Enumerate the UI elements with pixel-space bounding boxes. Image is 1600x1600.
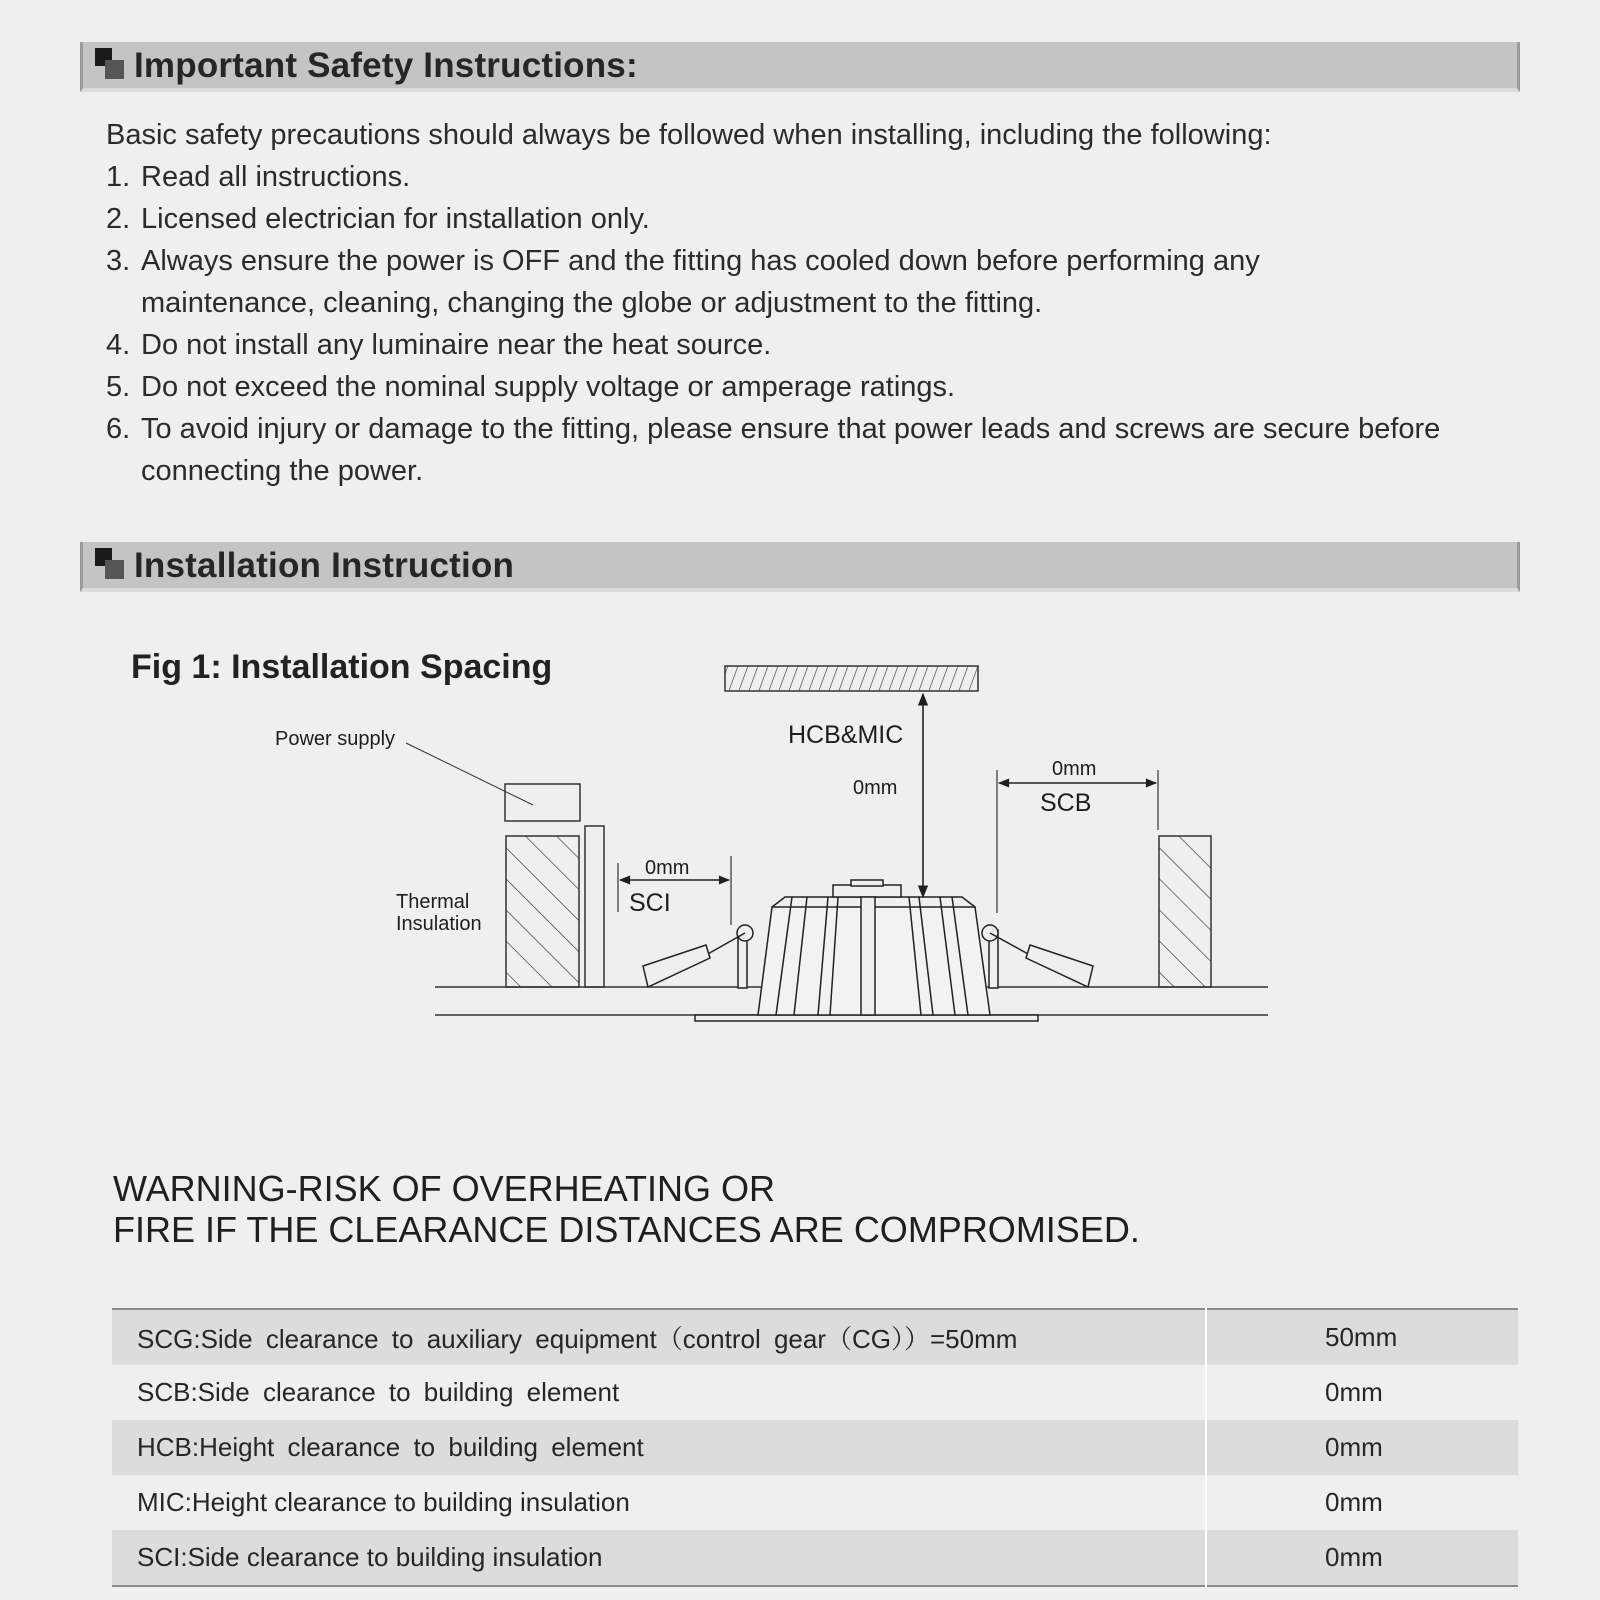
table-row: [112, 1530, 1518, 1586]
clearance-value: 0mm: [1206, 1475, 1518, 1530]
clearance-value: 0mm: [1206, 1530, 1518, 1586]
safety-section-header: [80, 42, 1520, 92]
list-item: 3. Always ensure the power is OFF and the fitting has cooled down before performing any maintenance, cleaning, changing the globe or adjustment to the fitting.: [106, 245, 1260, 319]
safety-intro: Basic safety precautions should always be followed when installing, including the following:: [106, 119, 1272, 151]
warning-line-2: FIRE IF THE CLEARANCE DISTANCES ARE COMPROMISED.: [113, 1209, 1140, 1250]
thermal-insulation-label-2: Insulation: [396, 913, 482, 935]
power-supply-label: Power supply: [275, 728, 396, 750]
list-item: 4. Do not install any luminaire near the heat source.: [106, 329, 772, 361]
hcb-mic-value: 0mm: [853, 777, 898, 799]
power-supply-leader: [406, 743, 533, 805]
clearance-value: 50mm: [1206, 1309, 1518, 1365]
scb-value: 0mm: [1052, 758, 1097, 780]
list-item: 2. Licensed electrician for installation only.: [106, 203, 650, 235]
power-supply-box: [505, 784, 580, 821]
section-square-icon: [95, 548, 125, 580]
list-item: 1. Read all instructions.: [106, 161, 411, 193]
list-item: 6. To avoid injury or damage to the fitting, please ensure that power leads and screws are secure before connecting the power.: [106, 413, 1441, 487]
right-building-element: [1159, 836, 1211, 987]
installation-title: Installation Instruction: [134, 546, 515, 585]
clearance-label: SCG:Side clearance to auxiliary equipment（control gear（CG））=50mm: [112, 1309, 1206, 1365]
clearance-label: MIC:Height clearance to building insulation: [112, 1475, 1206, 1530]
table-row: [112, 1309, 1518, 1365]
installation-spacing-diagram: [0, 640, 1600, 1060]
section-square-icon: [95, 48, 125, 80]
safety-rules-list: [106, 156, 1506, 492]
list-item: 5. Do not exceed the nominal supply voltage or amperage ratings.: [106, 371, 956, 403]
scb-label: SCB: [1040, 789, 1092, 817]
thermal-insulation-label-1: Thermal: [396, 891, 470, 913]
building-element-strip: [585, 826, 604, 987]
clearance-label: HCB:Height clearance to building element: [112, 1420, 1206, 1475]
clearance-label: SCI:Side clearance to building insulation: [112, 1530, 1206, 1586]
overheating-warning: [113, 1168, 1140, 1250]
hcb-mic-label: HCB&MIC: [788, 721, 904, 749]
installation-section-header: [80, 542, 1520, 592]
thermal-insulation-block: [506, 836, 579, 987]
sci-label: SCI: [629, 889, 671, 917]
safety-title: Important Safety Instructions:: [134, 46, 638, 85]
table-row: [112, 1420, 1518, 1475]
table-row: [112, 1475, 1518, 1530]
clearance-label: SCB:Side clearance to building element: [112, 1365, 1206, 1420]
figure-title: Fig 1: Installation Spacing: [131, 648, 553, 686]
sci-value: 0mm: [645, 857, 690, 879]
warning-line-1: WARNING-RISK OF OVERHEATING OR: [113, 1168, 776, 1209]
downlight-fitting: [643, 880, 1093, 1021]
clearance-value: 0mm: [1206, 1365, 1518, 1420]
table-row: [112, 1365, 1518, 1420]
clearance-value: 0mm: [1206, 1420, 1518, 1475]
ceiling-building-element: [725, 666, 978, 691]
clearance-table: [112, 1308, 1518, 1587]
